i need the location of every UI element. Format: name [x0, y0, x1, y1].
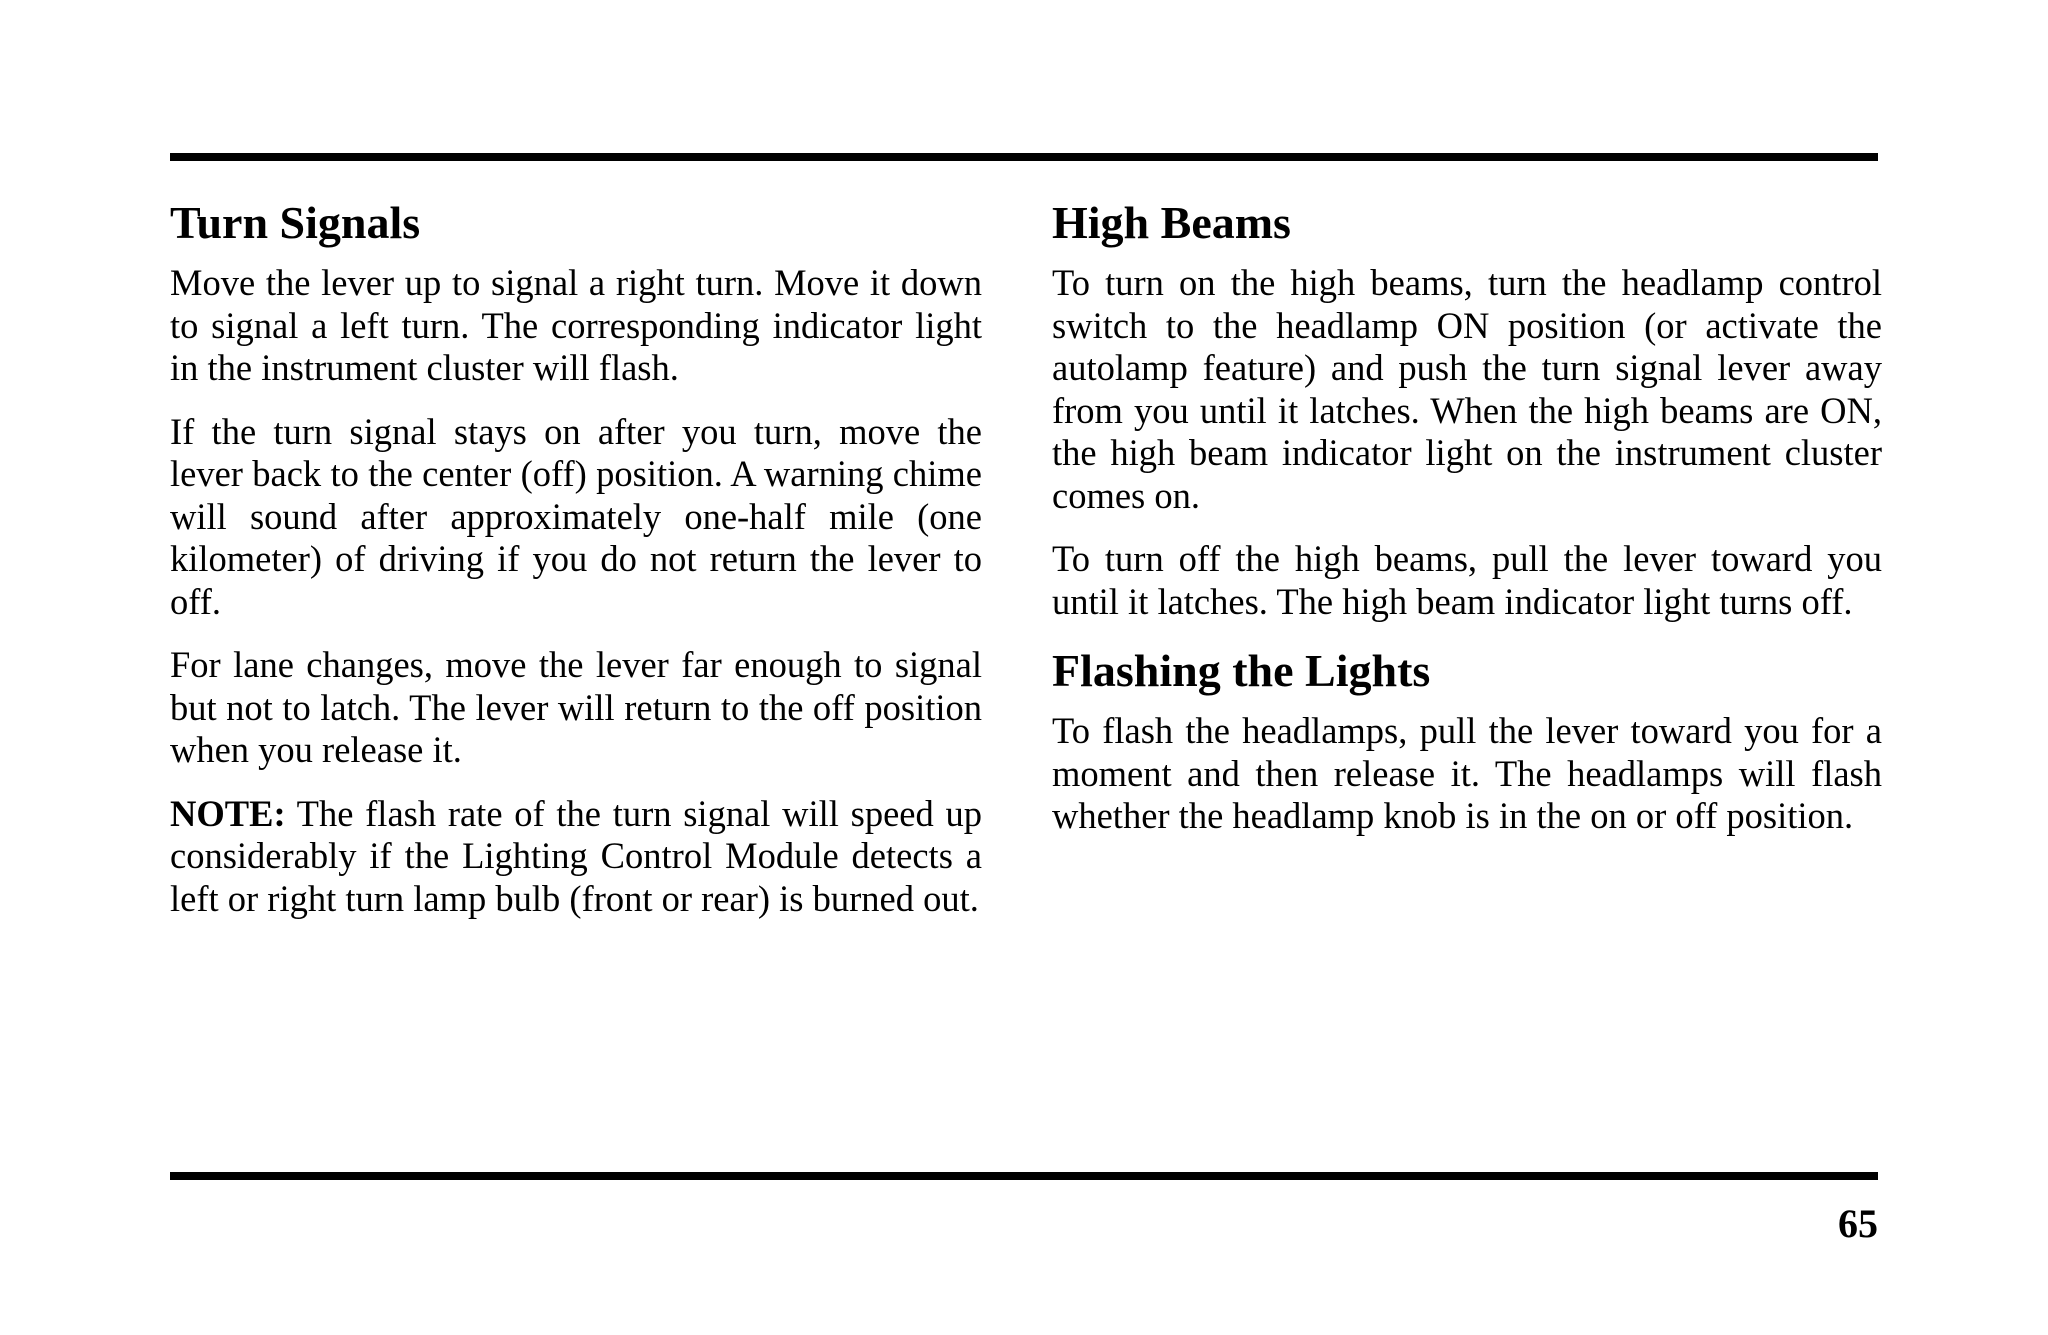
turn-signals-paragraph-2: If the turn signal stays on after you turn, move the lever back to the center (off) position. A warning chime will sound after approximately one-half mile (one kilometer) of driving if you do not return the lever to off.: [170, 410, 982, 622]
page-number: 65: [1838, 1201, 1878, 1246]
turn-signals-paragraph-1: Move the lever up to signal a right turn. Move it down to signal a left turn. The corresponding indicator light in the instrument cluster will flash.: [170, 262, 982, 388]
turn-signals-heading: Turn Signals: [170, 197, 421, 248]
high-beams-paragraph-2: To turn off the high beams, pull the lever toward you until it latches. The high beam indicator light turns off.: [1052, 538, 1882, 622]
right-column: [1052, 196, 1882, 859]
top-rule: [170, 153, 1878, 161]
turn-signals-paragraph-3: For lane changes, move the lever far enough to signal but not to latch. The lever will return to the off position when you release it.: [170, 644, 982, 770]
turn-signals-note: [170, 793, 982, 921]
bottom-rule: [170, 1172, 1878, 1180]
flashing-lights-heading: Flashing the Lights: [1052, 645, 1431, 696]
high-beams-paragraph-1: To turn on the high beams, turn the headlamp control switch to the headlamp ON position (or activate the autolamp feature) and push the turn signal lever away from you until it latches. When the high beams are ON, the high beam indicator light on the instrument cluster comes on.: [1052, 262, 1882, 516]
note-label: NOTE:: [170, 792, 286, 834]
left-column: [170, 196, 982, 941]
flashing-lights-paragraph-1: To flash the headlamps, pull the lever toward you for a moment and then release it. The headlamps will flash whether the headlamp knob is in the on or off position.: [1052, 710, 1882, 836]
high-beams-heading: High Beams: [1052, 197, 1291, 248]
note-text: The flash rate of the turn signal will speed up considerably if the Lighting Control Module detects a left or right turn lamp bulb (front or rear) is burned out.: [170, 792, 982, 919]
